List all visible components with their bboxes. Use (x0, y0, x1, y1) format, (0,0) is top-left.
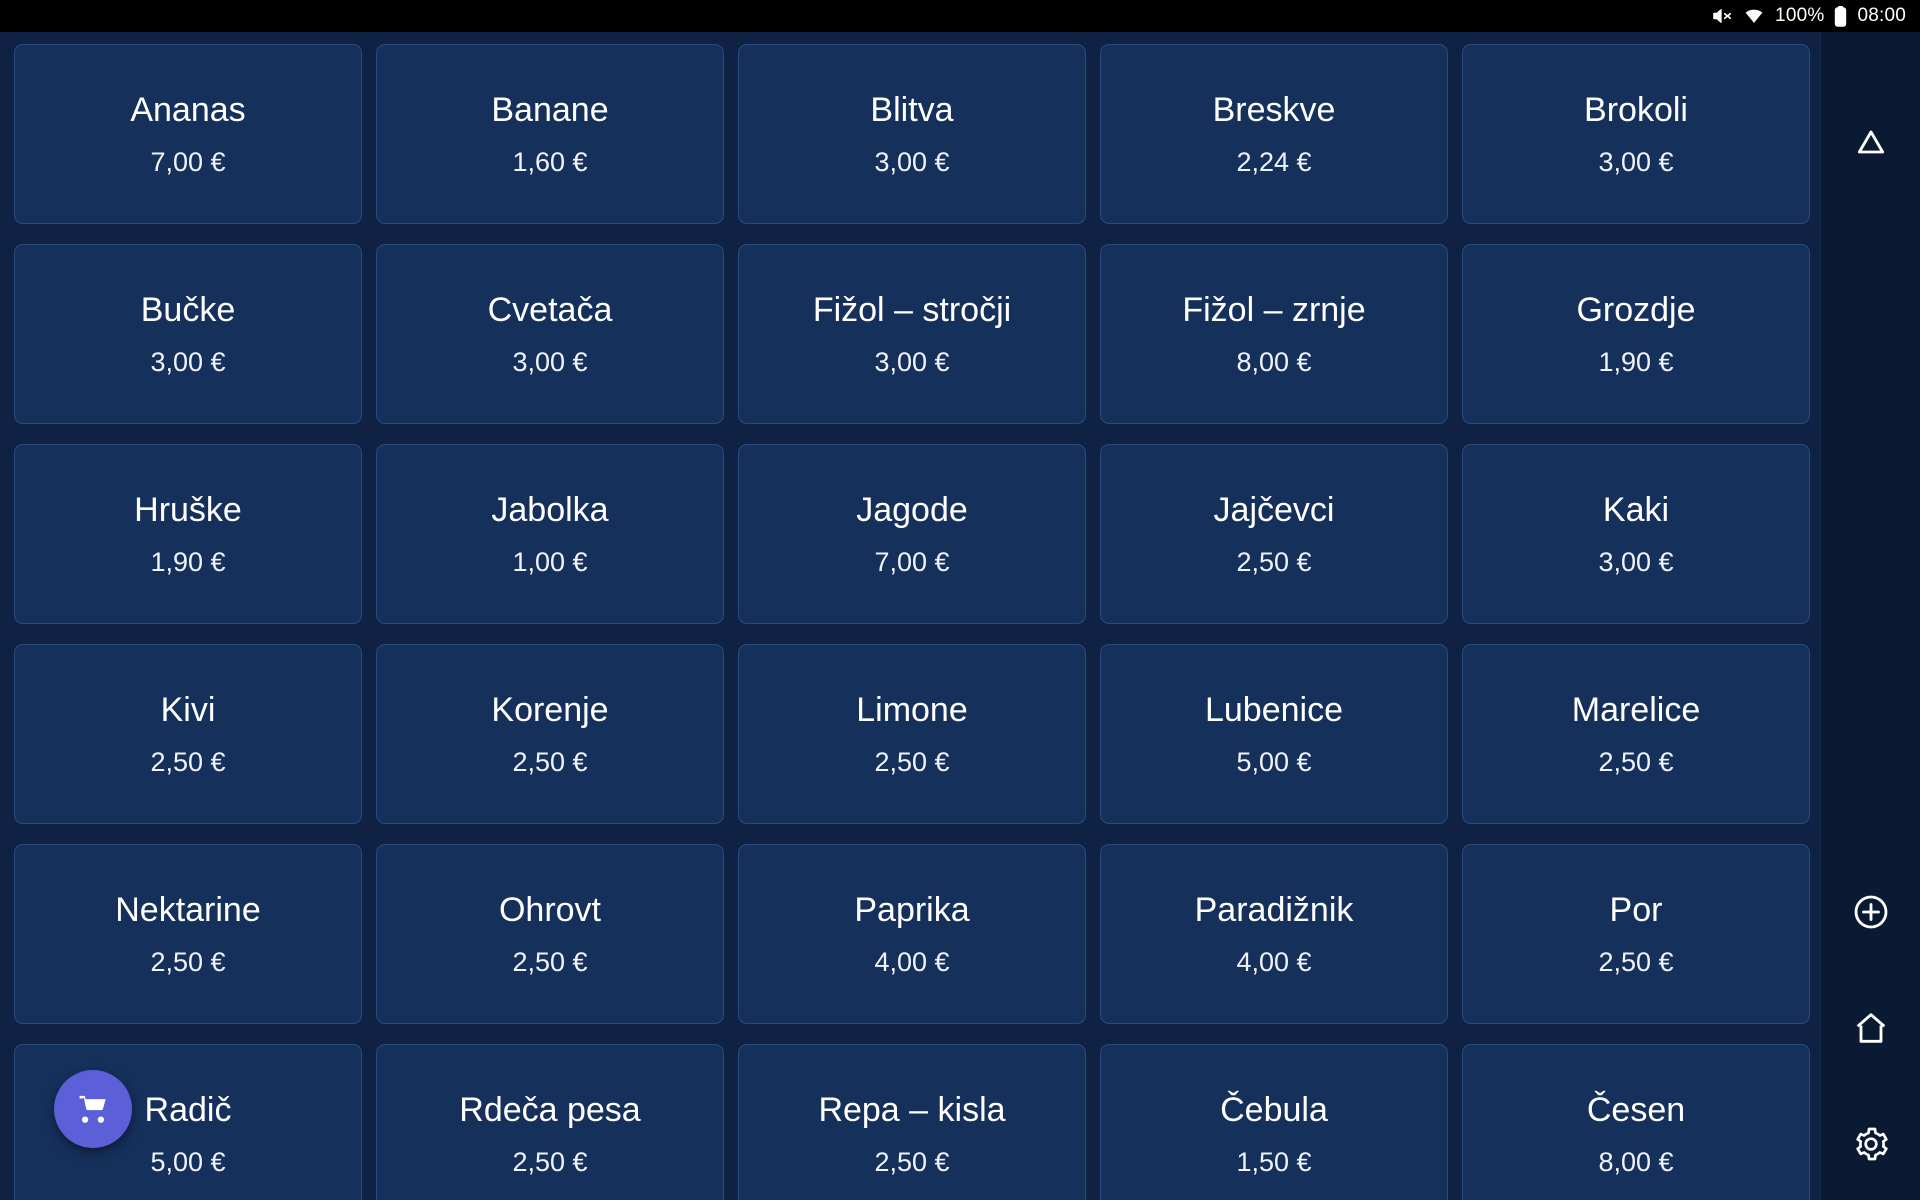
product-name: Čebula (1220, 1090, 1328, 1129)
product-price: 4,00 € (874, 946, 950, 977)
product-tile[interactable] (14, 244, 362, 424)
product-price: 4,00 € (1236, 946, 1312, 977)
product-tile[interactable] (1100, 244, 1448, 424)
product-tile[interactable] (1100, 644, 1448, 824)
product-price: 3,00 € (874, 146, 950, 177)
product-price: 1,90 € (150, 546, 226, 577)
product-price: 8,00 € (1598, 1146, 1674, 1177)
product-price: 1,90 € (1598, 346, 1674, 377)
product-tile[interactable] (1462, 844, 1810, 1024)
gear-icon (1851, 1124, 1891, 1164)
product-price: 2,50 € (1236, 546, 1312, 577)
product-tile[interactable] (1100, 1044, 1448, 1200)
product-name: Fižol – zrnje (1182, 290, 1366, 329)
status-clock: 08:00 (1857, 5, 1906, 26)
product-tile[interactable] (14, 844, 362, 1024)
product-name: Jajčevci (1213, 490, 1335, 529)
product-price: 2,50 € (512, 746, 588, 777)
product-name: Blitva (870, 90, 954, 129)
product-price: 2,50 € (874, 746, 950, 777)
product-price: 5,00 € (150, 1146, 226, 1177)
product-tile[interactable] (376, 44, 724, 224)
product-price: 1,00 € (512, 546, 588, 577)
product-price: 1,60 € (512, 146, 588, 177)
product-price: 2,50 € (512, 946, 588, 977)
product-name: Ohrovt (498, 890, 602, 929)
product-name: Kaki (1602, 490, 1670, 529)
product-tile[interactable] (1100, 844, 1448, 1024)
product-price: 8,00 € (1236, 346, 1312, 377)
product-tile[interactable] (738, 44, 1086, 224)
product-tile[interactable] (376, 1044, 724, 1200)
product-name: Jagode (856, 490, 968, 529)
add-button[interactable] (1841, 882, 1901, 942)
product-tile[interactable] (1462, 644, 1810, 824)
settings-button[interactable] (1841, 1114, 1901, 1174)
product-price: 5,00 € (1236, 746, 1312, 777)
product-tile[interactable] (1462, 244, 1810, 424)
product-price: 2,24 € (1236, 146, 1312, 177)
product-name: Korenje (491, 690, 609, 729)
product-name: Breskve (1212, 90, 1336, 129)
product-price: 2,50 € (1598, 946, 1674, 977)
product-tile[interactable] (376, 644, 724, 824)
product-price: 3,00 € (150, 346, 226, 377)
product-name: Banane (491, 90, 609, 129)
product-tile[interactable] (376, 844, 724, 1024)
product-name: Repa – kisla (818, 1090, 1006, 1129)
product-name: Cvetača (487, 290, 613, 329)
product-name: Česen (1586, 1090, 1686, 1129)
product-price: 3,00 € (512, 346, 588, 377)
product-tile[interactable] (738, 444, 1086, 624)
status-bar (0, 0, 1920, 32)
product-price: 2,50 € (150, 746, 226, 777)
product-price: 2,50 € (1598, 746, 1674, 777)
product-price: 2,50 € (150, 946, 226, 977)
back-button[interactable] (1841, 112, 1901, 172)
product-price: 3,00 € (1598, 546, 1674, 577)
product-price: 7,00 € (150, 146, 226, 177)
product-tile[interactable] (738, 244, 1086, 424)
product-name: Marelice (1571, 690, 1701, 729)
product-name: Grozdje (1576, 290, 1696, 329)
product-name: Paprika (854, 890, 970, 929)
battery-percent: 100% (1775, 5, 1825, 26)
product-tile[interactable] (738, 1044, 1086, 1200)
product-name: Bučke (140, 290, 236, 329)
product-name: Nektarine (115, 890, 261, 929)
battery-icon (1834, 5, 1847, 27)
product-name: Paradižnik (1194, 890, 1354, 929)
product-price: 7,00 € (874, 546, 950, 577)
add-circle-icon (1851, 892, 1891, 932)
product-tile[interactable] (738, 644, 1086, 824)
product-grid (14, 44, 1810, 1200)
product-price: 1,50 € (1236, 1146, 1312, 1177)
product-name: Ananas (130, 90, 246, 129)
product-tile[interactable] (376, 244, 724, 424)
product-name: Kivi (160, 690, 216, 729)
product-price: 2,50 € (512, 1146, 588, 1177)
product-name: Brokoli (1584, 90, 1688, 129)
product-price: 3,00 € (874, 346, 950, 377)
product-name: Jabolka (491, 490, 609, 529)
product-tile[interactable] (1462, 444, 1810, 624)
home-button[interactable] (1841, 998, 1901, 1058)
product-grid-scroll[interactable] (0, 32, 1820, 1200)
rail-bottom-group (1821, 882, 1920, 1174)
product-tile[interactable] (1100, 44, 1448, 224)
product-name: Hruške (134, 490, 242, 529)
cart-fab-button[interactable] (54, 1070, 132, 1148)
product-tile[interactable] (14, 44, 362, 224)
product-tile[interactable] (14, 444, 362, 624)
back-triangle-icon (1851, 122, 1891, 162)
product-name: Radič (144, 1090, 232, 1129)
product-price: 2,50 € (874, 1146, 950, 1177)
product-name: Por (1609, 890, 1663, 929)
wifi-icon (1743, 5, 1765, 27)
home-icon (1851, 1008, 1891, 1048)
product-name: Fižol – stročji (812, 290, 1012, 329)
navigation-rail (1820, 32, 1920, 1200)
product-name: Limone (856, 690, 968, 729)
mute-icon (1711, 5, 1733, 27)
product-tile[interactable] (738, 844, 1086, 1024)
product-tile[interactable] (1462, 1044, 1810, 1200)
product-tile[interactable] (14, 644, 362, 824)
product-name: Rdeča pesa (459, 1090, 641, 1129)
product-tile[interactable] (1462, 44, 1810, 224)
product-tile[interactable] (1100, 444, 1448, 624)
shopping-cart-icon (74, 1088, 112, 1131)
product-name: Lubenice (1204, 690, 1343, 729)
body-row (0, 32, 1920, 1200)
product-tile[interactable] (376, 444, 724, 624)
product-price: 3,00 € (1598, 146, 1674, 177)
